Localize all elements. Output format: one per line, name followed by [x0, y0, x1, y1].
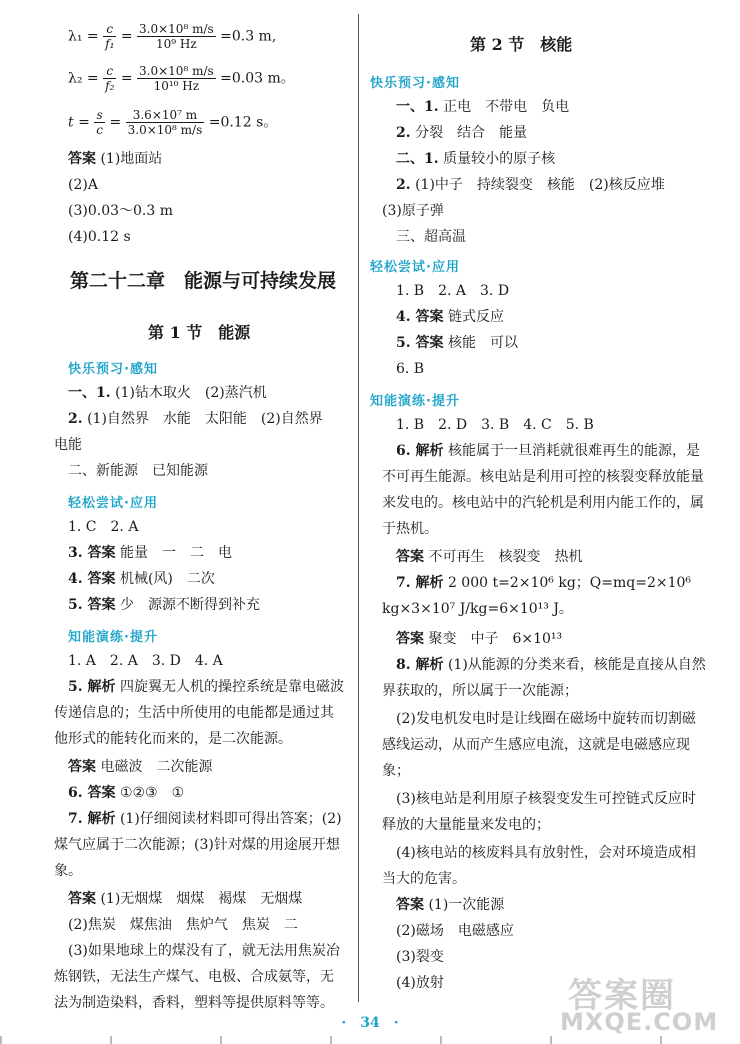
list-item: 6. B: [396, 361, 425, 377]
list-item: 三、超高温: [396, 229, 466, 245]
list-item: 二、1. 质量较小的原子核: [396, 151, 556, 167]
explanation-8-part2: (2)发电机发电时是让线圈在磁场中旋转而切割磁感线运动，从而产生感应电流，这就是电磁感应现象；: [382, 711, 696, 779]
answer: (3)如果地球上的煤没有了，就无法用焦炭冶炼钢铁，无法生产煤气、电极、合成氨等，无法为制造染料，香料，塑料等提供原料等等。: [54, 943, 340, 1011]
section-header: 快乐预习·感知: [68, 362, 158, 377]
explanation-6: 6. 解析 核能属于一旦消耗就很难再生的能源，是不可再生能源。核电站是利用可控的核裂变释放能量来发电的。核电站中的汽轮机是利用内能工作的，属于热机。: [382, 443, 704, 537]
list-item: 2. (1)中子 持续裂变 核能 (2)核反应堆: [396, 177, 665, 193]
section-title: 第 2 节 核能: [470, 35, 573, 54]
list-item: 一、1. 正电 不带电 负电: [396, 99, 570, 115]
list-item: 二、新能源 已知能源: [68, 463, 208, 479]
answer-line-3: (3)0.03～0.3 m: [68, 203, 173, 219]
list-item: 4. 答案 机械(风) 二次: [68, 571, 215, 587]
section-header: 知能演练·提升: [68, 630, 158, 645]
answer: 答案 (1)无烟煤 烟煤 褐煤 无烟煤: [68, 891, 303, 907]
formula-lambda2: λ₂ = $\frac{c}{\text{f₂}}$ = $\frac{\text{3.0×10⁸ m/s}}{\text{10¹⁰ Hz}}$ =0.03 m。: [68, 64, 295, 93]
explanation-7: 7. 解析 2 000 t=2×10⁶ kg；Q=mq=2×10⁶ kg×3×10⁷ J/kg=6×10¹³ J。: [382, 575, 692, 617]
answer: 答案 (1)一次能源: [396, 897, 505, 913]
list-item: 2. (1)自然界 水能 太阳能 (2)自然界: [68, 411, 323, 427]
answer: 6. 答案 ①②③ ①: [68, 785, 185, 801]
formula-lambda1: λ₁ = $\frac{c}{\text{f₁}}$ = $\frac{\text{3.0×10⁸ m/s}}{\text{10⁹ Hz}}$ =0.3 m,: [68, 22, 277, 51]
section-title: 第 1 节 能源: [148, 323, 251, 342]
chapter-title: 第二十二章 能源与可持续发展: [70, 270, 337, 292]
formula-time: t = $\frac{s}{c}$ = $\frac{\text{3.6×10⁷ m}}{\text{3.0×10⁸ m/s}}$ =0.12 s。: [68, 108, 278, 137]
section-header: 轻松尝试·应用: [68, 496, 158, 511]
list-item: 4. 答案 链式反应: [396, 309, 504, 325]
list-item: 1. C 2. A: [68, 519, 139, 535]
list-item: 1. B 2. A 3. D: [396, 283, 510, 299]
list-item: 3. 答案 能量 一 二 电: [68, 545, 232, 561]
explanation-8: 8. 解析 (1)从能源的分类来看，核能是直接从自然界获取的，所以属于一次能源；: [382, 657, 706, 699]
answer-line-2: (2)A: [68, 177, 98, 193]
list-item: (3)原子弹: [382, 203, 444, 219]
answer: (2)磁场 电磁感应: [396, 923, 514, 939]
answer: 答案 聚变 中子 6×10¹³: [396, 631, 563, 647]
list-item: 1. A 2. A 3. D 4. A: [68, 653, 223, 669]
answer-line-1: 答案 (1)地面站: [68, 151, 163, 167]
bottom-border: [0, 1036, 740, 1044]
explanation-5: 5. 解析 四旋翼无人机的操控系统是靠电磁波传递信息的；生活中所使用的电能都是通过其他形式的能转化而来的，是二次能源。: [54, 679, 344, 747]
answer: 答案 不可再生 核裂变 热机: [396, 549, 583, 565]
list-item: 2. 分裂 结合 能量: [396, 125, 528, 141]
explanation-8-part4: (4)核电站的核废料具有放射性，会对环境造成相当大的危害。: [382, 845, 696, 887]
answer: (2)焦炭 煤焦油 焦炉气 焦炭 二: [68, 917, 298, 933]
section-header: 快乐预习·感知: [370, 76, 460, 91]
answer: (4)放射: [396, 975, 444, 991]
watermark-logo: 答案圈 MXQE.COM: [560, 976, 719, 1036]
section-header: 知能演练·提升: [370, 394, 460, 409]
explanation-8-part3: (3)核电站是利用原子核裂变发生可控链式反应时释放的大量能量来发电的；: [382, 791, 696, 833]
list-item: 电能: [54, 437, 82, 453]
answer: (3)裂变: [396, 949, 444, 965]
column-divider: [358, 14, 359, 1002]
answer-line-4: (4)0.12 s: [68, 229, 131, 245]
list-item: 5. 答案 核能 可以: [396, 335, 518, 351]
answer: 答案 电磁波 二次能源: [68, 759, 213, 775]
list-item: 1. B 2. D 3. B 4. C 5. B: [396, 417, 594, 433]
explanation-7: 7. 解析 (1)仔细阅读材料即可得出答案；(2)煤气应属于二次能源；(3)针对煤的用途展开想象。: [54, 811, 342, 879]
list-item: 一、1. (1)钻木取火 (2)蒸汽机: [68, 385, 267, 401]
list-item: 5. 答案 少 源源不断得到补充: [68, 597, 260, 613]
page-number: · 34 ·: [341, 1015, 399, 1031]
section-header: 轻松尝试·应用: [370, 260, 460, 275]
